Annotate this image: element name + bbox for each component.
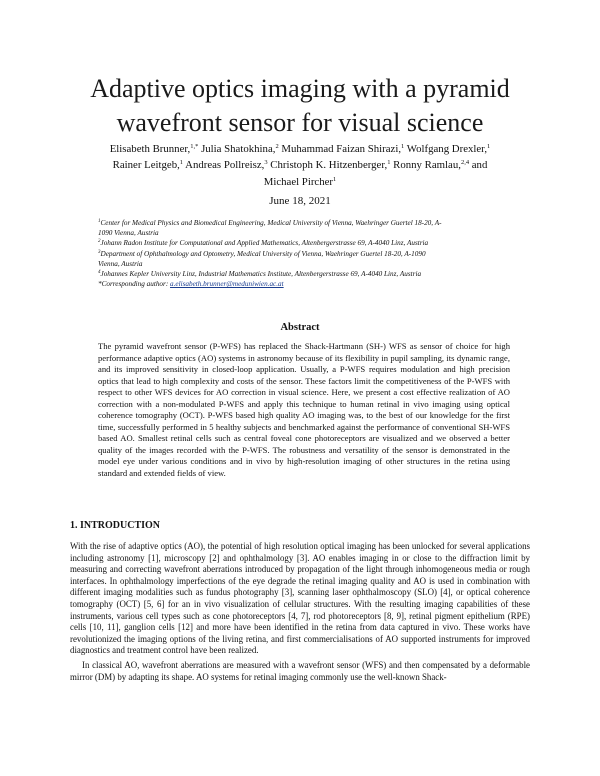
author: Julia Shatokhina,$^2$: [201, 143, 279, 155]
author: Ronny Ramlau,$^{2,4}$ and: [393, 159, 488, 172]
publication-date: June 18, 2021: [269, 195, 331, 207]
abstract-heading: Abstract: [280, 322, 320, 333]
affiliation-3: $^3$Department of Ophthalmology and Optometry, Medical University of Vienna, Waehringer Guertel 18-20, A-1090: [98, 249, 426, 258]
author: Andreas Pollreisz,$^3$: [185, 159, 268, 172]
corresponding-email-link[interactable]: a.elisabeth.brunner@meduniwien.ac.at: [170, 280, 284, 289]
introduction-body: [70, 541, 530, 683]
author: Rainer Leitgeb,$^1$: [112, 159, 184, 172]
affiliations: [98, 218, 510, 289]
paragraph: In classical AO, wavefront aberrations are measured with a wavefront sensor (WFS) and then compensated by a deformable mirror (DM) by adapting its shape. AO systems for retinal imaging commonly use the well-known Shack-: [70, 659, 530, 682]
corresponding-author: *Corresponding author: a.elisabeth.brunner@meduniwien.ac.at: [98, 280, 284, 289]
affiliation-2: $^2$Johann Radon Institute for Computational and Applied Mathematics, Altenbergerstrasse 69, A-4040 Linz, Austria: [98, 239, 429, 248]
affiliation-3-cont: Vienna, Austria: [98, 259, 143, 268]
affiliation-4: $^4$Johannes Kepler University Linz, Industrial Mathematics Institute, Altenbergerstrasse 69, A-4040 Linz, Austria: [98, 270, 422, 279]
affiliation-1-cont: 1090 Vienna, Austria: [98, 229, 159, 238]
introduction-heading: 1. INTRODUCTION: [70, 520, 161, 531]
paper-title: [40, 72, 560, 140]
title-line-1: Adaptive optics imaging with a pyramid: [90, 74, 510, 103]
affiliation-1: $^1$Center for Medical Physics and Biomedical Engineering, Medical University of Vienna, Waehringer Guertel 18-20, A-: [98, 219, 442, 227]
author: Christoph K. Hitzenberger,$^1$: [270, 159, 391, 172]
author: Wolfgang Drexler,$^1$: [406, 143, 491, 155]
abstract-text: The pyramid wavefront sensor (P-WFS) has replaced the Shack-Hartmann (SH-) WFS as sensor of choice for high performance adaptive optics (AO) systems in astronomy because of its flexibility in pupil sampling, its dynamic range, and its improved sensitivity in closed-loop application. Usually, a P-WFS requires modulation and high precision optics that lead to high complexity and costs of the sensor. These factors limit the competitiveness of the P-WFS with respect to other WFS devices for AO correction in visual science. Here, we present a cost effective realization of AO correction with a non-modulated P-WFS and apply this technique to human retinal in vivo imaging using optical coherence tomography (OCT). P-WFS based high quality AO imaging was, to the best of our knowledge for the first time, successfully performed in 5 healthy subjects and benchmarked against the performance of conventional SH-WFS based AO. Smallest retinal cells such as central foveal cone photoreceptors are visualized and we observed a better quality of the images recorded with the P-WFS. The robustness and versatility of the sensor is demonstrated in the model eye under various conditions and in vivo by high-resolution imaging of other structures in the retina using standard and extended fields of view.: [98, 341, 510, 478]
title-line-2: wavefront sensor for visual science: [116, 108, 484, 137]
author-list: [70, 141, 530, 190]
author: Elisabeth Brunner,$^{1,*}$: [109, 143, 199, 155]
paragraph: With the rise of adaptive optics (AO), the potential of high resolution optical imaging has been unlocked for several applications including astronomy [1], microscopy [2] and ophthalmology [3]. AO enables imaging in or close to the diffraction limit by measuring and correcting wavefront aberrations introduced by propagation of the light through inhomogeneous media or rough interfaces. In ophthalmology imperfections of the eye degrade the retinal imaging quality and AO is used in combination with different imaging modalities such as fundus photography [3], scanning laser ophthalmoscopy (SLO) [4], or optical coherence tomography (OCT) [5, 6] for an in vivo visualization of cellular structures. With the resulting imaging capabilities of these instruments, various cell types such as cone photoreceptors [4, 7], rod photoreceptors [8, 9], retinal pigment epithelium (RPE) cells [10, 11], ganglion cells [12] and more have been identified in the retina from data captured in vivo. These works have revolutionized the imaging options of the living retina, and first commercialisations of AO supported instruments for improved diagnostics and treatment control have been realized.: [70, 541, 530, 656]
author: Muhammad Faizan Shirazi,$^1$: [281, 143, 405, 155]
author: Michael Pircher$^1$: [263, 175, 337, 188]
